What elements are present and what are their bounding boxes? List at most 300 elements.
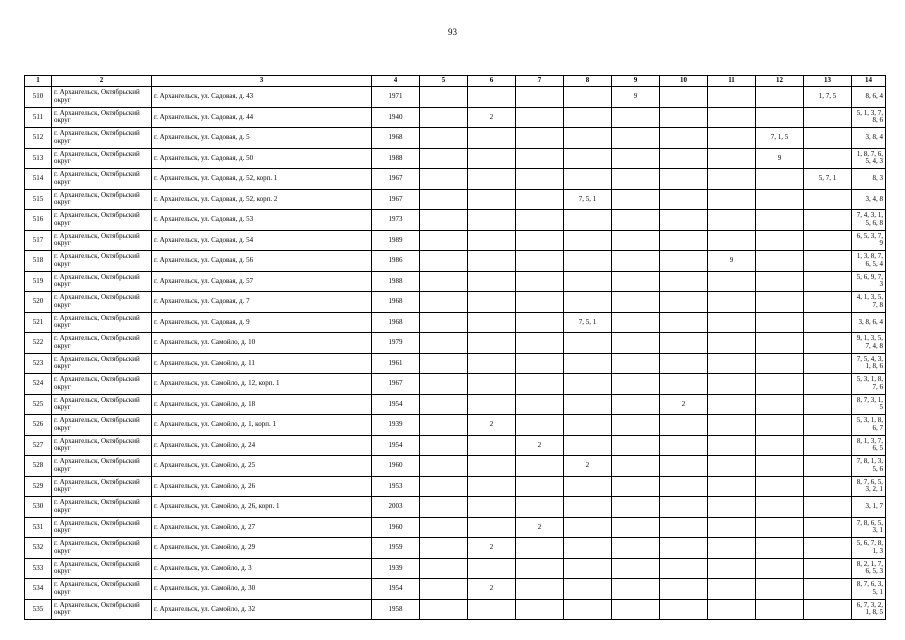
- address-cell: г. Архангельск, ул. Садовая, д. 53: [152, 210, 372, 231]
- col7-cell: [516, 251, 564, 272]
- district-cell: г. Архангельск, Октябрьский округ: [52, 333, 152, 354]
- column-header-10: 10: [660, 76, 708, 87]
- column-header-8: 8: [564, 76, 612, 87]
- col7-cell: [516, 415, 564, 436]
- col11-cell: [708, 497, 756, 518]
- col6-cell: [468, 210, 516, 231]
- col11-cell: [708, 189, 756, 210]
- col8-cell: 7, 5, 1: [564, 312, 612, 333]
- col5-cell: [420, 251, 468, 272]
- table-row: [25, 271, 886, 292]
- col9-cell: [612, 476, 660, 497]
- col10-cell: [660, 148, 708, 169]
- col10-cell: [660, 251, 708, 272]
- district-cell: г. Архангельск, Октябрьский округ: [52, 476, 152, 497]
- col11-cell: [708, 107, 756, 128]
- col5-cell: [420, 87, 468, 108]
- col5-cell: [420, 312, 468, 333]
- year-cell: 1968: [372, 312, 420, 333]
- col11-cell: [708, 87, 756, 108]
- col12-cell: [756, 230, 804, 251]
- col13-cell: [804, 292, 852, 313]
- col13-cell: [804, 353, 852, 374]
- col6-cell: [468, 87, 516, 108]
- col6-cell: [468, 558, 516, 579]
- col7-cell: [516, 87, 564, 108]
- col9-cell: [612, 353, 660, 374]
- year-cell: 1958: [372, 599, 420, 620]
- col6-cell: [468, 394, 516, 415]
- col14-cell: 3, 8, 6, 4: [852, 312, 886, 333]
- table-row: [25, 87, 886, 108]
- address-cell: г. Архангельск, ул. Садовая, д. 54: [152, 230, 372, 251]
- col13-cell: [804, 251, 852, 272]
- year-cell: 1967: [372, 169, 420, 190]
- district-cell: г. Архангельск, Октябрьский округ: [52, 169, 152, 190]
- col14-cell: 7, 5, 4, 3, 1, 8, 6: [852, 353, 886, 374]
- row-number-cell: 535: [25, 599, 52, 620]
- table-row: [25, 189, 886, 210]
- col8-cell: [564, 128, 612, 149]
- col5-cell: [420, 333, 468, 354]
- col8-cell: [564, 87, 612, 108]
- address-cell: г. Архангельск, ул. Садовая, д. 44: [152, 107, 372, 128]
- col13-cell: [804, 415, 852, 436]
- col11-cell: [708, 538, 756, 559]
- col6-cell: [468, 271, 516, 292]
- col13-cell: [804, 435, 852, 456]
- table-row: [25, 128, 886, 149]
- column-header-12: 12: [756, 76, 804, 87]
- address-cell: г. Архангельск, ул. Садовая, д. 9: [152, 312, 372, 333]
- col10-cell: [660, 497, 708, 518]
- col5-cell: [420, 394, 468, 415]
- row-number-cell: 514: [25, 169, 52, 190]
- table-row: [25, 415, 886, 436]
- district-cell: г. Архангельск, Октябрьский округ: [52, 415, 152, 436]
- address-cell: г. Архангельск, ул. Самойло, д. 30: [152, 579, 372, 600]
- year-cell: 1953: [372, 476, 420, 497]
- col6-cell: [468, 374, 516, 395]
- col8-cell: 2: [564, 456, 612, 477]
- col5-cell: [420, 353, 468, 374]
- col12-cell: [756, 251, 804, 272]
- col11-cell: [708, 128, 756, 149]
- col7-cell: [516, 497, 564, 518]
- col9-cell: [612, 579, 660, 600]
- col11-cell: [708, 415, 756, 436]
- col6-cell: [468, 148, 516, 169]
- col9-cell: [612, 210, 660, 231]
- col13-cell: [804, 456, 852, 477]
- col9-cell: [612, 128, 660, 149]
- col12-cell: [756, 456, 804, 477]
- col12-cell: [756, 415, 804, 436]
- col12-cell: 9: [756, 148, 804, 169]
- row-number-cell: 522: [25, 333, 52, 354]
- col11-cell: [708, 169, 756, 190]
- col14-cell: 7, 4, 3, 1, 5, 6, 8: [852, 210, 886, 231]
- col7-cell: [516, 210, 564, 231]
- year-cell: 1959: [372, 538, 420, 559]
- col11-cell: [708, 230, 756, 251]
- col13-cell: [804, 394, 852, 415]
- col12-cell: [756, 87, 804, 108]
- row-number-cell: 534: [25, 579, 52, 600]
- col8-cell: [564, 374, 612, 395]
- table-row: [25, 292, 886, 313]
- district-cell: г. Архангельск, Октябрьский округ: [52, 230, 152, 251]
- col11-cell: [708, 333, 756, 354]
- col8-cell: [564, 415, 612, 436]
- col14-cell: 1, 8, 7, 6, 5, 4, 3: [852, 148, 886, 169]
- district-cell: г. Архангельск, Октябрьский округ: [52, 579, 152, 600]
- col7-cell: [516, 107, 564, 128]
- col10-cell: [660, 107, 708, 128]
- address-cell: г. Архангельск, ул. Самойло, д. 18: [152, 394, 372, 415]
- col8-cell: [564, 476, 612, 497]
- col12-cell: [756, 374, 804, 395]
- year-cell: 1954: [372, 394, 420, 415]
- col12-cell: [756, 394, 804, 415]
- row-number-cell: 512: [25, 128, 52, 149]
- col9-cell: [612, 230, 660, 251]
- col12-cell: [756, 333, 804, 354]
- col12-cell: [756, 517, 804, 538]
- district-cell: г. Архангельск, Октябрьский округ: [52, 558, 152, 579]
- table-row: [25, 538, 886, 559]
- year-cell: 1967: [372, 374, 420, 395]
- col13-cell: [804, 538, 852, 559]
- col10-cell: [660, 312, 708, 333]
- column-header-2: 2: [52, 76, 152, 87]
- col7-cell: [516, 456, 564, 477]
- year-cell: 1979: [372, 333, 420, 354]
- col10-cell: [660, 189, 708, 210]
- year-cell: 1960: [372, 517, 420, 538]
- year-cell: 1940: [372, 107, 420, 128]
- table-row: [25, 517, 886, 538]
- col10-cell: [660, 87, 708, 108]
- col7-cell: 2: [516, 517, 564, 538]
- col9-cell: [612, 333, 660, 354]
- col9-cell: [612, 189, 660, 210]
- col14-cell: 9, 1, 3, 5, 7, 4, 8: [852, 333, 886, 354]
- address-cell: г. Архангельск, ул. Самойло, д. 24: [152, 435, 372, 456]
- column-header-11: 11: [708, 76, 756, 87]
- col5-cell: [420, 476, 468, 497]
- column-header-4: 4: [372, 76, 420, 87]
- col10-cell: [660, 558, 708, 579]
- col10-cell: [660, 476, 708, 497]
- district-cell: г. Архангельск, Октябрьский округ: [52, 374, 152, 395]
- col9-cell: 9: [612, 87, 660, 108]
- col9-cell: [612, 497, 660, 518]
- col7-cell: [516, 476, 564, 497]
- col14-cell: 3, 8, 4: [852, 128, 886, 149]
- year-cell: 1939: [372, 558, 420, 579]
- col12-cell: [756, 271, 804, 292]
- year-cell: 1988: [372, 271, 420, 292]
- col13-cell: [804, 476, 852, 497]
- col14-cell: 5, 3, 1, 8, 6, 7: [852, 415, 886, 436]
- address-cell: г. Архангельск, ул. Садовая, д. 50: [152, 148, 372, 169]
- table-row: [25, 558, 886, 579]
- district-cell: г. Архангельск, Октябрьский округ: [52, 538, 152, 559]
- col6-cell: [468, 128, 516, 149]
- district-cell: г. Архангельск, Октябрьский округ: [52, 148, 152, 169]
- table-row: [25, 230, 886, 251]
- col9-cell: [612, 169, 660, 190]
- col12-cell: [756, 497, 804, 518]
- table-row: [25, 353, 886, 374]
- row-number-cell: 511: [25, 107, 52, 128]
- table-row: [25, 107, 886, 128]
- address-cell: г. Архангельск, ул. Самойло, д. 10: [152, 333, 372, 354]
- year-cell: 1968: [372, 128, 420, 149]
- table-row: [25, 497, 886, 518]
- col5-cell: [420, 128, 468, 149]
- col6-cell: 2: [468, 538, 516, 559]
- district-cell: г. Архангельск, Октябрьский округ: [52, 435, 152, 456]
- col9-cell: [612, 312, 660, 333]
- col8-cell: [564, 230, 612, 251]
- address-cell: г. Архангельск, ул. Садовая, д. 52, корп. 1: [152, 169, 372, 190]
- col10-cell: [660, 169, 708, 190]
- col6-cell: [468, 476, 516, 497]
- col12-cell: [756, 353, 804, 374]
- row-number-cell: 517: [25, 230, 52, 251]
- col14-cell: 8, 6, 4: [852, 87, 886, 108]
- col13-cell: [804, 599, 852, 620]
- col8-cell: [564, 353, 612, 374]
- col7-cell: [516, 230, 564, 251]
- col8-cell: [564, 579, 612, 600]
- col9-cell: [612, 394, 660, 415]
- col10-cell: [660, 599, 708, 620]
- col14-cell: 5, 1, 3, 7, 8, 6: [852, 107, 886, 128]
- year-cell: 1973: [372, 210, 420, 231]
- col14-cell: 8, 3: [852, 169, 886, 190]
- district-cell: г. Архангельск, Октябрьский округ: [52, 107, 152, 128]
- row-number-cell: 525: [25, 394, 52, 415]
- col5-cell: [420, 558, 468, 579]
- col8-cell: [564, 107, 612, 128]
- col5-cell: [420, 456, 468, 477]
- row-number-cell: 530: [25, 497, 52, 518]
- col5-cell: [420, 230, 468, 251]
- col5-cell: [420, 538, 468, 559]
- address-cell: г. Архангельск, ул. Самойло, д. 25: [152, 456, 372, 477]
- col8-cell: [564, 497, 612, 518]
- col8-cell: [564, 210, 612, 231]
- col14-cell: 8, 7, 6, 3, 5, 1: [852, 579, 886, 600]
- col9-cell: [612, 435, 660, 456]
- col11-cell: [708, 312, 756, 333]
- col9-cell: [612, 517, 660, 538]
- col10-cell: [660, 415, 708, 436]
- address-cell: г. Архангельск, ул. Самойло, д. 26: [152, 476, 372, 497]
- col9-cell: [612, 558, 660, 579]
- table-row: [25, 210, 886, 231]
- col10-cell: [660, 435, 708, 456]
- housing-table: [24, 75, 886, 620]
- year-cell: 1986: [372, 251, 420, 272]
- district-cell: г. Архангельск, Октябрьский округ: [52, 292, 152, 313]
- col10-cell: [660, 230, 708, 251]
- col10-cell: [660, 517, 708, 538]
- col6-cell: 2: [468, 579, 516, 600]
- row-number-cell: 513: [25, 148, 52, 169]
- row-number-cell: 528: [25, 456, 52, 477]
- col8-cell: [564, 517, 612, 538]
- row-number-cell: 516: [25, 210, 52, 231]
- district-cell: г. Архангельск, Октябрьский округ: [52, 189, 152, 210]
- row-number-cell: 519: [25, 271, 52, 292]
- col11-cell: [708, 517, 756, 538]
- column-header-3: 3: [152, 76, 372, 87]
- table-header-row: [25, 76, 886, 87]
- col13-cell: [804, 517, 852, 538]
- col11-cell: [708, 271, 756, 292]
- row-number-cell: 531: [25, 517, 52, 538]
- table-row: [25, 599, 886, 620]
- address-cell: г. Архангельск, ул. Самойло, д. 11: [152, 353, 372, 374]
- col8-cell: [564, 558, 612, 579]
- col14-cell: 8, 7, 6, 5, 3, 2, 1: [852, 476, 886, 497]
- col8-cell: [564, 394, 612, 415]
- col10-cell: [660, 271, 708, 292]
- address-cell: г. Архангельск, ул. Садовая, д. 57: [152, 271, 372, 292]
- col5-cell: [420, 497, 468, 518]
- col12-cell: [756, 107, 804, 128]
- year-cell: 1971: [372, 87, 420, 108]
- address-cell: г. Архангельск, ул. Самойло, д. 32: [152, 599, 372, 620]
- col5-cell: [420, 517, 468, 538]
- district-cell: г. Архангельск, Октябрьский округ: [52, 517, 152, 538]
- col12-cell: [756, 292, 804, 313]
- col11-cell: [708, 292, 756, 313]
- col10-cell: 2: [660, 394, 708, 415]
- col5-cell: [420, 210, 468, 231]
- address-cell: г. Архангельск, ул. Садовая, д. 5: [152, 128, 372, 149]
- col9-cell: [612, 374, 660, 395]
- table-row: [25, 579, 886, 600]
- row-number-cell: 524: [25, 374, 52, 395]
- address-cell: г. Архангельск, ул. Садовая, д. 7: [152, 292, 372, 313]
- district-cell: г. Архангельск, Октябрьский округ: [52, 353, 152, 374]
- col7-cell: [516, 394, 564, 415]
- col8-cell: [564, 148, 612, 169]
- col14-cell: 3, 4, 8: [852, 189, 886, 210]
- col5-cell: [420, 107, 468, 128]
- col12-cell: [756, 538, 804, 559]
- col13-cell: [804, 374, 852, 395]
- column-header-1: 1: [25, 76, 52, 87]
- row-number-cell: 527: [25, 435, 52, 456]
- row-number-cell: 521: [25, 312, 52, 333]
- col11-cell: [708, 558, 756, 579]
- table-row: [25, 394, 886, 415]
- col6-cell: [468, 497, 516, 518]
- row-number-cell: 510: [25, 87, 52, 108]
- address-cell: г. Архангельск, ул. Самойло, д. 1, корп. 1: [152, 415, 372, 436]
- col11-cell: [708, 476, 756, 497]
- year-cell: 1961: [372, 353, 420, 374]
- col14-cell: 6, 7, 3, 2, 1, 8, 5: [852, 599, 886, 620]
- column-header-9: 9: [612, 76, 660, 87]
- col8-cell: [564, 435, 612, 456]
- table-row: [25, 476, 886, 497]
- year-cell: 1960: [372, 456, 420, 477]
- col9-cell: [612, 538, 660, 559]
- district-cell: г. Архангельск, Октябрьский округ: [52, 599, 152, 620]
- col11-cell: [708, 353, 756, 374]
- col11-cell: [708, 394, 756, 415]
- col13-cell: [804, 558, 852, 579]
- district-cell: г. Архангельск, Октябрьский округ: [52, 210, 152, 231]
- col12-cell: [756, 312, 804, 333]
- col8-cell: [564, 333, 612, 354]
- col6-cell: [468, 169, 516, 190]
- year-cell: 2003: [372, 497, 420, 518]
- col9-cell: [612, 456, 660, 477]
- col11-cell: 9: [708, 251, 756, 272]
- col7-cell: [516, 148, 564, 169]
- column-header-5: 5: [420, 76, 468, 87]
- col13-cell: [804, 107, 852, 128]
- col5-cell: [420, 271, 468, 292]
- col6-cell: [468, 333, 516, 354]
- col12-cell: [756, 435, 804, 456]
- col14-cell: 8, 7, 3, 1, 5: [852, 394, 886, 415]
- column-header-6: 6: [468, 76, 516, 87]
- col13-cell: [804, 579, 852, 600]
- table-row: [25, 374, 886, 395]
- col7-cell: [516, 374, 564, 395]
- col10-cell: [660, 456, 708, 477]
- col12-cell: [756, 599, 804, 620]
- col6-cell: 2: [468, 415, 516, 436]
- col7-cell: [516, 169, 564, 190]
- table-row: [25, 312, 886, 333]
- row-number-cell: 526: [25, 415, 52, 436]
- col14-cell: 3, 1, 7: [852, 497, 886, 518]
- col6-cell: 2: [468, 107, 516, 128]
- row-number-cell: 532: [25, 538, 52, 559]
- col14-cell: 8, 1, 3, 7, 6, 5: [852, 435, 886, 456]
- col14-cell: 5, 6, 7, 8, 1, 3: [852, 538, 886, 559]
- district-cell: г. Архангельск, Октябрьский округ: [52, 271, 152, 292]
- column-header-13: 13: [804, 76, 852, 87]
- address-cell: г. Архангельск, ул. Самойло, д. 29: [152, 538, 372, 559]
- row-number-cell: 533: [25, 558, 52, 579]
- district-cell: г. Архангельск, Октябрьский округ: [52, 312, 152, 333]
- col7-cell: [516, 292, 564, 313]
- col6-cell: [468, 292, 516, 313]
- address-cell: г. Архангельск, ул. Садовая, д. 56: [152, 251, 372, 272]
- table-row: [25, 148, 886, 169]
- col10-cell: [660, 292, 708, 313]
- col14-cell: 4, 1, 3, 5, 7, 8: [852, 292, 886, 313]
- col9-cell: [612, 599, 660, 620]
- col13-cell: 5, 7, 1: [804, 169, 852, 190]
- col6-cell: [468, 353, 516, 374]
- page-number: 93: [448, 27, 457, 37]
- col5-cell: [420, 148, 468, 169]
- col13-cell: 1, 7, 5: [804, 87, 852, 108]
- col12-cell: [756, 169, 804, 190]
